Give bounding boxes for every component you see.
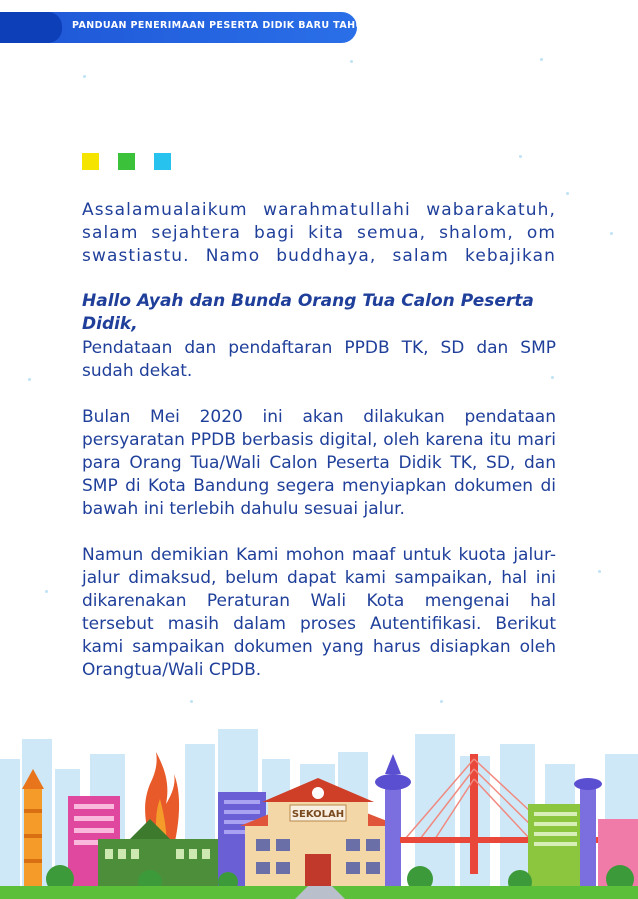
sparkle-decoration — [610, 232, 613, 235]
greeting-line: swastiastu. Namo buddhaya, salam kebajikan — [82, 246, 556, 266]
sparkle-decoration — [45, 590, 48, 593]
instruction-paragraph: Bulan Mei 2020 ini akan dilakukan pendataan persyaratan PPDB berbasis digital, oleh karena itu mari para Orang Tua/Wali Calon Peserta Didik TK, SD, dan SMP di Kota Bandung segera menyiapkan dokumen di bawah ini terlebih dahulu sesuai jalur. — [82, 407, 556, 519]
notice-paragraph: Namun demikian Kami mohon maaf untuk kuota jalur-jalur dimaksud, belum dapat kami sampaikan, hal ini dikarenakan Peraturan Wali Kota mengenai hal tersebut masih dalam proses Autentifikasi. Berikut kami sampaikan dokumen yang harus disiapkan oleh Orangtua/Wali CPDB. — [82, 545, 556, 680]
green-building — [528, 804, 583, 889]
sparkle-decoration — [440, 700, 443, 703]
green-square — [118, 153, 135, 170]
sparkle-decoration — [598, 570, 601, 573]
salutation-heading: Hallo Ayah dan Bunda Orang Tua Calon Peserta Didik, — [82, 291, 534, 334]
yellow-square — [82, 153, 99, 170]
greeting-line: Assalamualaikum warahmatullahi wabarakatuh, — [82, 200, 556, 220]
sparkle-decoration — [540, 58, 543, 61]
sparkle-decoration — [519, 155, 522, 158]
greeting-line: salam sejahtera bagi kita semua, shalom, om — [82, 223, 556, 243]
sparkle-decoration — [190, 700, 193, 703]
cyan-square — [154, 153, 171, 170]
announcement-paragraph: Pendataan dan pendaftaran PPDB TK, SD dan SMP sudah dekat. — [82, 338, 556, 381]
header-title: PANDUAN PENERIMAAN PESERTA DIDIK BARU TAHUN 2020 — [72, 20, 404, 31]
sparkle-decoration — [566, 192, 569, 195]
header-banner-accent — [0, 12, 62, 43]
sparkle-decoration — [83, 75, 86, 78]
school-sign: SEKOLAH — [291, 809, 345, 820]
greeting-paragraph — [82, 199, 556, 268]
sparkle-decoration — [350, 60, 353, 63]
tower-left — [22, 769, 44, 889]
sparkle-decoration — [28, 378, 31, 381]
city-illustration — [0, 714, 638, 899]
